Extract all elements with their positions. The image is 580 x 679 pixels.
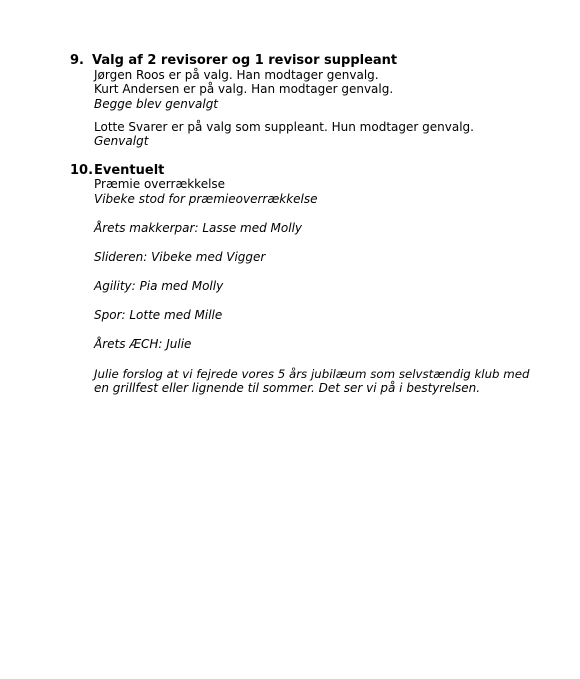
- prize-heading: Præmie overrækkelse: [94, 177, 226, 191]
- section-9-number: 9.: [70, 53, 84, 68]
- section-9-line-2: Kurt Andersen er på valg. Han modtager genvalg.: [94, 82, 394, 96]
- section-9-line-1: Jørgen Roos er på valg. Han modtager genvalg.: [94, 68, 379, 82]
- award-slider: Slideren: Vibeke med Vigger: [94, 250, 266, 264]
- award-agility: Agility: Pia med Molly: [94, 279, 224, 293]
- section-9-line-5: Genvalgt: [94, 134, 149, 148]
- julie-line-2: en grillfest eller lignende til sommer. Det ser vi på i bestyrelsen.: [94, 381, 481, 395]
- prize-by: Vibeke stod for præmieoverrækkelse: [94, 192, 318, 206]
- section-9-title: Valg af 2 revisorer og 1 revisor suppleant: [92, 53, 398, 68]
- section-10-title: Eventuelt: [94, 163, 165, 178]
- section-10-number: 10.: [70, 163, 94, 178]
- section-9-line-3: Begge blev genvalgt: [94, 97, 219, 111]
- award-makkerpar: Årets makkerpar: Lasse med Molly: [94, 221, 303, 235]
- award-spor: Spor: Lotte med Mille: [94, 308, 223, 322]
- award-aech: Årets ÆCH: Julie: [94, 337, 192, 351]
- julie-line-1: Julie forslog at vi fejrede vores 5 års jubilæum som selvstændig klub med: [94, 367, 530, 381]
- section-9-line-4: Lotte Svarer er på valg som suppleant. Hun modtager genvalg.: [94, 120, 474, 134]
